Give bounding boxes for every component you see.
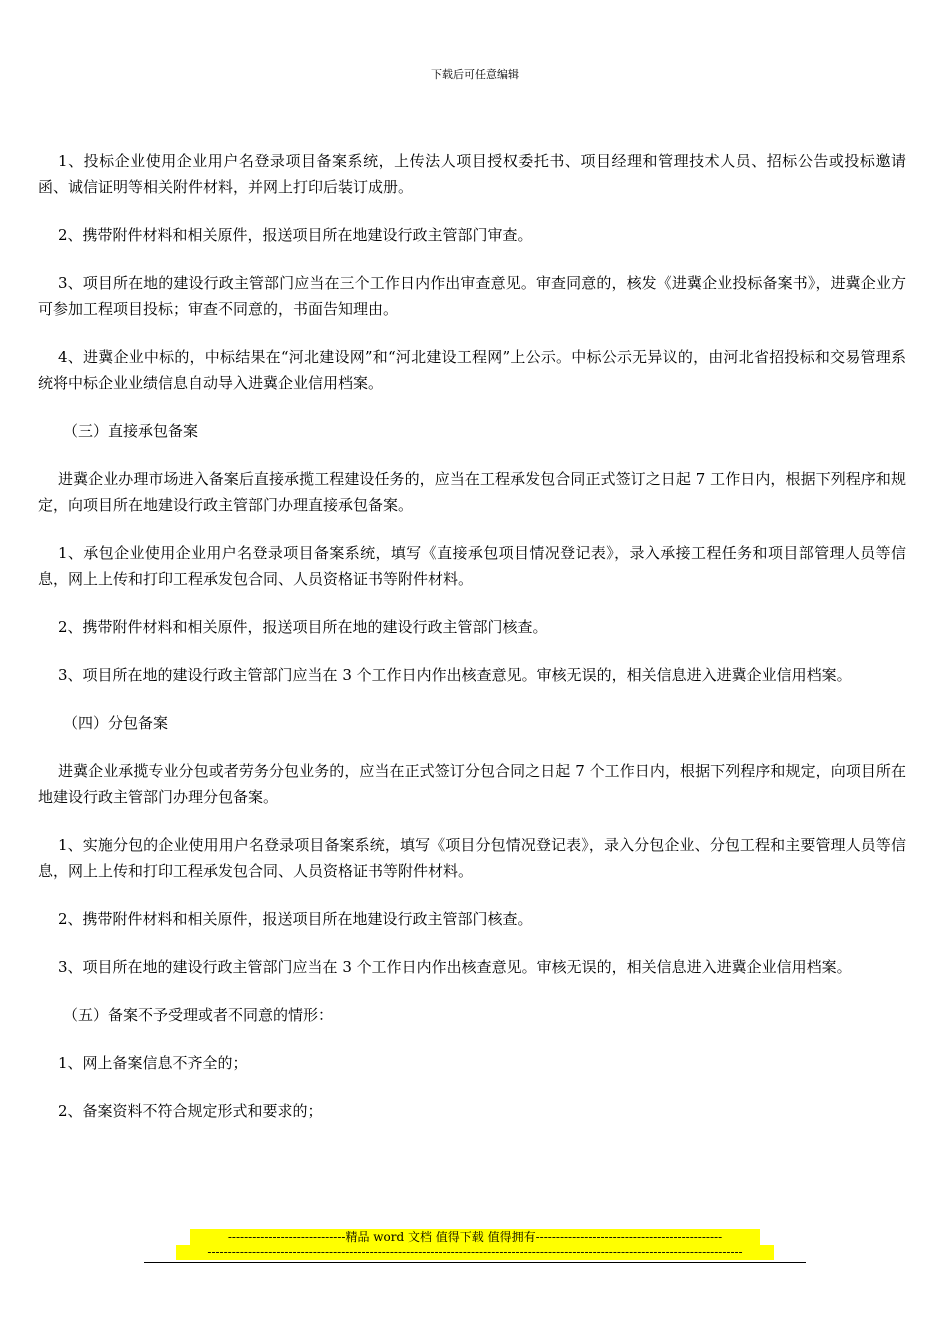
paragraph: 1、投标企业使用企业用户名登录项目备案系统，上传法人项目授权委托书、项目经理和管理技术人员、招标公告或投标邀请函、诚信证明等相关附件材料，并网上打印后装订成册。 [38,152,906,196]
footer-banner: -----------------------------精品 word 文档 值得下载 值得拥有---------------------------------------------- [190,1229,760,1246]
paragraph: 2、携带附件材料和相关原件，报送项目所在地的建设行政主管部门核查。 [58,618,548,636]
paragraph: 2、携带附件材料和相关原件，报送项目所在地建设行政主管部门审查。 [58,226,533,244]
paragraph: 3、项目所在地的建设行政主管部门应当在三个工作日内作出审查意见。审查同意的，核发《进冀企业投标备案书》，进冀企业方可参加工程项目投标；审查不同意的，书面告知理由。 [38,274,906,318]
paragraph: 进冀企业办理市场进入备案后直接承揽工程建设任务的，应当在工程承发包合同正式签订之日起 7 工作日内，根据下列程序和规定，向项目所在地建设行政主管部门办理直接承包备案。 [38,470,906,514]
footer-divider [144,1262,806,1263]
page-header: 下载后可任意编辑 [431,68,519,81]
paragraph: 4、进冀企业中标的，中标结果在“河北建设网”和“河北建设工程网”上公示。中标公示无异议的，由河北省招投标和交易管理系统将中标企业业绩信息自动导入进冀企业信用档案。 [38,348,906,392]
document-body [38,148,906,1146]
paragraph: 3、项目所在地的建设行政主管部门应当在 3 个工作日内作出核查意见。审核无误的，相关信息进入进冀企业信用档案。 [58,958,852,976]
paragraph: 1、实施分包的企业使用用户名登录项目备案系统，填写《项目分包情况登记表》，录入分包企业、分包工程和主要管理人员等信息，网上上传和打印工程承发包合同、人员资格证书等附件材料。 [38,836,906,880]
section-heading: （四）分包备案 [63,714,169,732]
section-heading: （三）直接承包备案 [63,422,199,440]
paragraph: 1、承包企业使用企业用户名登录项目备案系统，填写《直接承包项目情况登记表》，录入承接工程任务和项目部管理人员等信息，网上上传和打印工程承发包合同、人员资格证书等附件材料。 [38,544,906,588]
footer-dash-line: ------------------------------------------------------------------------------------------------------------------------------------ [176,1245,774,1260]
section-heading: （五）备案不予受理或者不同意的情形： [63,1006,334,1024]
paragraph: 2、携带附件材料和相关原件，报送项目所在地建设行政主管部门核查。 [58,910,533,928]
paragraph: 进冀企业承揽专业分包或者劳务分包业务的，应当在正式签订分包合同之日起 7 个工作日内，根据下列程序和规定，向项目所在地建设行政主管部门办理分包备案。 [38,762,906,806]
paragraph: 1、网上备案信息不齐全的； [58,1054,248,1072]
paragraph: 2、备案资料不符合规定形式和要求的； [58,1102,323,1120]
paragraph: 3、项目所在地的建设行政主管部门应当在 3 个工作日内作出核查意见。审核无误的，相关信息进入进冀企业信用档案。 [58,666,852,684]
